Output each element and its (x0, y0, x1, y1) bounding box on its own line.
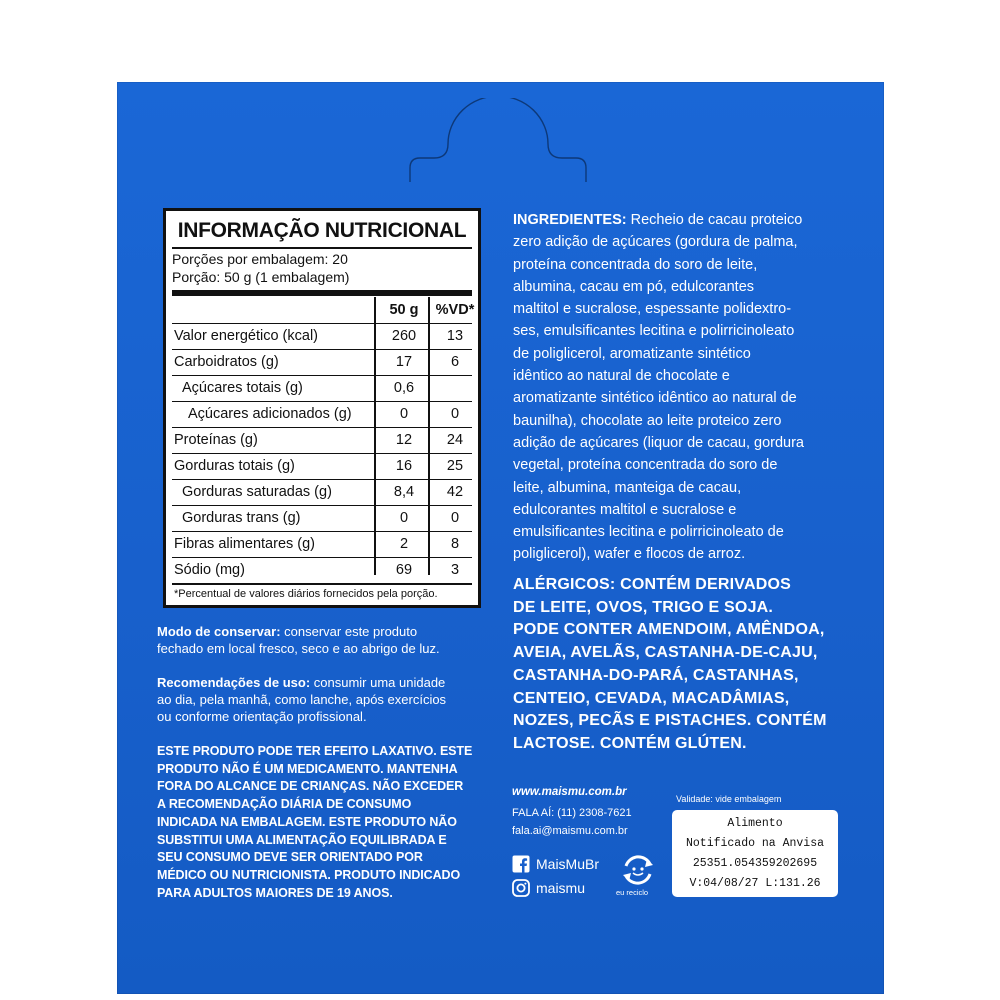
nutrient-value: 0,6 (393, 380, 415, 396)
recycle-icon (620, 852, 656, 888)
nutrient-value: 0 (399, 510, 409, 526)
label-line-1: Alimento (727, 817, 783, 830)
allergen-line: PODE CONTER AMENDOIM, AMÊNDOA, (513, 621, 825, 639)
warning-line: FORA DO ALCANCE DE CRIANÇAS. NÃO EXCEDER (157, 779, 464, 794)
nutrient-vd: 24 (446, 432, 464, 448)
allergen-line: NOZES, PECÃS E PISTACHES. CONTÉM (513, 712, 827, 730)
nutrient-name: Açúcares totais (g) (182, 380, 303, 396)
ingredients-line: vegetal, proteína concentrada do soro de (513, 457, 778, 474)
nutrient-value: 8,4 (393, 484, 415, 500)
allergen-line: AVEIA, AVELÃS, CASTANHA-DE-CAJU, (513, 644, 818, 662)
ingredients-line: idêntico ao natural de chocolate e (513, 368, 730, 385)
ingredients-line: ses, emulsificantes lecitina e polirricinoleato (513, 323, 795, 340)
col-vd-header: %VD* (435, 302, 475, 318)
ingredients (513, 209, 843, 566)
ingredients-line: baunilha), chocolate ao leite proteico zero (513, 412, 782, 429)
nutrition-row (172, 531, 472, 558)
usage-text-3: ou conforme orientação profissional. (157, 709, 367, 724)
facebook-label: MaisMuBr (536, 856, 600, 872)
nutrition-row (172, 479, 472, 506)
thick-rule (172, 290, 472, 296)
nutrient-name: Açúcares adicionados (g) (188, 406, 352, 422)
nutrition-row (172, 557, 472, 584)
phone: FALA AÍ: (11) 2308-7621 (512, 807, 632, 819)
nutrient-name: Fibras alimentares (g) (174, 536, 316, 552)
warning-line: MÉDICO OU NUTRICIONISTA. PRODUTO INDICADO (157, 867, 461, 882)
laxative-warning (157, 743, 487, 902)
nutrient-vd: 0 (450, 510, 460, 526)
nutrient-vd: 0 (450, 406, 460, 422)
allergen-line: CENTEIO, CEVADA, MACADÂMIAS, (513, 689, 790, 707)
nutrition-row (172, 375, 472, 402)
warning-line: ESTE PRODUTO PODE TER EFEITO LAXATIVO. ESTE (157, 744, 473, 758)
instagram-handle (512, 879, 585, 897)
instagram-icon (512, 879, 530, 897)
title-rule (172, 247, 472, 249)
ingredients-first-line: Recheio de cacau proteico (626, 212, 803, 228)
storage-text-2: fechado em local fresco, seco e ao abrigo de luz. (157, 641, 440, 656)
servings-per-package: Porções por embalagem: 20 (172, 251, 348, 267)
nutrition-row (172, 401, 472, 428)
validity-note: Validade: vide embalagem (676, 794, 782, 804)
usage-text-1: consumir uma unidade (310, 675, 446, 690)
storage-text (157, 623, 487, 657)
website: www.maismu.com.br (512, 786, 627, 798)
warning-line: INDICADA NA EMBALAGEM. ESTE PRODUTO NÃO (157, 814, 457, 829)
ingredients-line: albumina, cacau em pó, edulcorantes (513, 278, 755, 295)
nutrient-vd: 13 (446, 328, 464, 344)
nutrient-vd: 3 (450, 562, 460, 578)
label-line-3: 25351.054359202695 (692, 857, 818, 870)
ingredients-line: proteína concentrada do soro de leite, (513, 256, 758, 273)
nutrient-value: 0 (399, 406, 409, 422)
allergen-line: LACTOSE. CONTÉM GLÚTEN. (513, 734, 747, 752)
ingredients-line: emulsificantes lecitina e polirricinoleato de (513, 524, 784, 541)
ingredients-line: zero adição de açúcares (gordura de palma, (513, 234, 798, 251)
facebook-icon (512, 855, 530, 873)
ingredients-line: adição de açúcares (liquor de cacau, gordura (513, 434, 804, 451)
nutrient-name: Carboidratos (g) (174, 354, 279, 370)
nutrition-header-row (172, 297, 475, 324)
ingredients-line: de poliglicerol, aromatizante sintético (513, 345, 751, 362)
label-line-4: V:04/08/27 L:131.26 (689, 877, 821, 890)
warning-line: SEU CONSUMO DEVE SER ORIENTADO POR (157, 850, 423, 865)
col-value-header: 50 g (389, 302, 419, 318)
nutrition-footnote: *Percentual de valores diários fornecidos pela porção. (174, 588, 438, 600)
warning-line: SUBSTITUI UMA ALIMENTAÇÃO EQUILIBRADA E (157, 832, 447, 847)
warning-line: PRODUTO NÃO É UM MEDICAMENTO. MANTENHA (157, 761, 458, 776)
nutrient-name: Sódio (mg) (174, 562, 245, 578)
nutrient-name: Proteínas (g) (174, 432, 258, 448)
label-line-2: Notificado na Anvisa (685, 837, 825, 850)
instagram-label: maismu (536, 880, 586, 896)
bottom-rule (172, 583, 472, 585)
nutrient-name: Gorduras saturadas (g) (182, 484, 332, 500)
nutrient-value: 69 (395, 562, 413, 578)
nutrient-value: 260 (391, 328, 417, 344)
usage-label: Recomendações de uso: (157, 675, 311, 690)
allergen-line: ALÉRGICOS: CONTÉM DERIVADOS (513, 576, 792, 593)
nutrient-name: Valor energético (kcal) (174, 328, 318, 344)
nutrient-value: 12 (395, 432, 413, 448)
hang-tab-cutout (408, 98, 588, 186)
nutrition-row (172, 349, 472, 376)
email: fala.ai@maismu.com.br (512, 825, 628, 837)
ingredients-line: aromatizante sintético idêntico ao natural de (513, 390, 797, 407)
nutrient-value: 2 (399, 536, 409, 552)
warning-line: PARA ADULTOS MAIORES DE 19 ANOS. (157, 885, 393, 900)
nutrient-vd: 25 (446, 458, 464, 474)
nutrient-value: 17 (395, 354, 413, 370)
nutrition-row (172, 427, 472, 454)
nutrient-vd: 42 (446, 484, 464, 500)
nutrition-title: INFORMAÇÃO NUTRICIONAL (177, 219, 467, 242)
storage-label: Modo de conservar: (157, 624, 281, 639)
nutrient-vd: 8 (450, 536, 460, 552)
usage-text (157, 674, 487, 725)
ingredients-line: edulcorantes maltitol e sucralose e (513, 501, 737, 518)
warning-line: A RECOMENDAÇÃO DIÁRIA DE CONSUMO (157, 797, 412, 812)
nutrient-value: 16 (395, 458, 413, 474)
nutrition-row (172, 323, 472, 350)
nutrition-row (172, 453, 472, 480)
facebook-handle (512, 855, 599, 873)
nutrient-vd: 6 (450, 354, 460, 370)
ingredients-line: maltitol e sucralose, espessante polidextro- (513, 301, 792, 318)
allergen-line: CASTANHA-DO-PARÁ, CASTANHAS, (513, 666, 799, 684)
nutrition-row (172, 505, 472, 532)
allergens (513, 574, 843, 756)
nutrient-name: Gorduras trans (g) (182, 510, 301, 526)
validity-label (672, 810, 838, 897)
ingredients-label: INGREDIENTES: (513, 212, 627, 228)
storage-text-1: conservar este produto (280, 624, 418, 639)
allergen-line: DE LEITE, OVOS, TRIGO E SOJA. (513, 598, 774, 616)
serving-size: Porção: 50 g (1 embalagem) (172, 269, 350, 285)
ingredients-line: leite, albumina, manteiga de cacau, (513, 479, 742, 496)
usage-text-2: ao dia, pela manhã, como lanche, após exercícios (157, 692, 447, 707)
ingredients-line: poliglicerol), wafer e flocos de arroz. (513, 546, 746, 563)
recycle-label: eu reciclo (616, 888, 649, 897)
nutrition-table (163, 208, 481, 608)
nutrient-name: Gorduras totais (g) (174, 458, 295, 474)
